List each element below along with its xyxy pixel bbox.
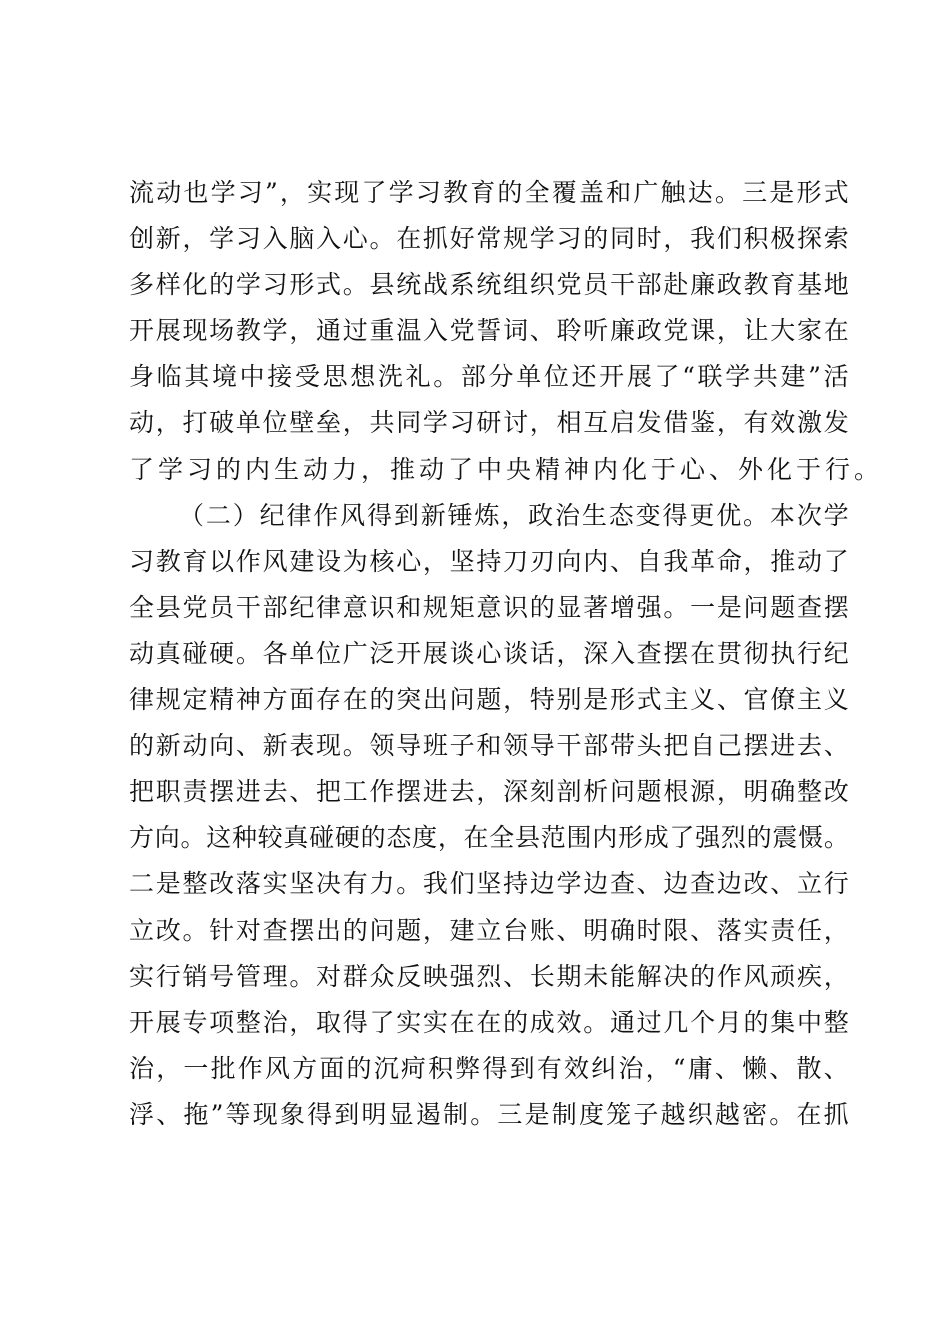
text-line: 流 动 也 学 习 ” ， 实 现 了 学 习 教 育 的 全 覆 盖 和 广 触 达 。 三 是 形 式 xyxy=(129,178,849,207)
text-line: 律 规 定 精 神 方 面 存 在 的 突 出 问 题 ， 特 别 是 形 式 主 义 、 官 僚 主 义 xyxy=(129,685,849,715)
text-line: 的 新 动 向 、 新 表 现 。 领 导 班 子 和 领 导 干 部 带 头 把 自 己 摆 进 去 、 xyxy=(129,731,849,761)
text-line: 多 样 化 的 学 习 形 式 。 县 统 战 系 统 组 织 党 员 干 部 赴 廉 政 教 育 基 地 xyxy=(129,270,849,300)
text-line: 实 行 销 号 管 理 。 对 群 众 反 映 强 烈 、 长 期 未 能 解 决 的 作 风 顽 疾 ， xyxy=(129,961,849,991)
text-line: 浮 、 拖 ” 等 现 象 得 到 明 显 遏 制 。 三 是 制 度 笼 子 越 织 越 密 。 在 抓 xyxy=(129,1099,849,1129)
paragraph-heading-line: （ 二 ） 纪 律 作 风 得 到 新 锤 炼 ， 政 治 生 态 变 得 更 优 。 本 次 学 xyxy=(179,500,849,530)
text-line: 治 ， 一 批 作 风 方 面 的 沉 疴 积 弊 得 到 有 效 纠 治 ， “ 庸 、 懒 、 散 、 xyxy=(129,1053,849,1083)
text-line: 开 展 现 场 教 学 ， 通 过 重 温 入 党 誓 词 、 聆 听 廉 政 党 课 ， 让 大 家 在 xyxy=(129,316,849,346)
text-line: 动 真 碰 硬 。 各 单 位 广 泛 开 展 谈 心 谈 话 ， 深 入 查 摆 在 贯 彻 执 行 纪 xyxy=(129,638,849,668)
text-line: 把 职 责 摆 进 去 、 把 工 作 摆 进 去 ， 深 刻 剖 析 问 题 根 源 ， 明 确 整 改 xyxy=(129,777,849,807)
text-line: 二 是 整 改 落 实 坚 决 有 力 。 我 们 坚 持 边 学 边 查 、 边 查 边 改 、 立 行 xyxy=(129,869,849,899)
text-line: 习 教 育 以 作 风 建 设 为 核 心 ， 坚 持 刀 刃 向 内 、 自 我 革 命 ， 推 动 了 xyxy=(129,546,849,576)
text-line: 全 县 党 员 干 部 纪 律 意 识 和 规 矩 意 识 的 显 著 增 强 。 一 是 问 题 查 摆 xyxy=(129,592,849,622)
text-line: 身 临 其 境 中 接 受 思 想 洗 礼 。 部 分 单 位 还 开 展 了 “ 联 学 共 建 ” 活 xyxy=(129,362,849,392)
text-line: 立 改 。 针 对 查 摆 出 的 问 题 ， 建 立 台 账 、 明 确 时 限 、 落 实 责 任 ， xyxy=(129,915,849,945)
body-text xyxy=(129,170,884,1138)
text-line: 动 ， 打 破 单 位 壁 垒 ， 共 同 学 习 研 讨 ， 相 互 启 发 借 鉴 ， 有 效 激 发 xyxy=(129,408,849,438)
text-line: 了学习的内生动力，推动了中央精神内化于心、外化于行。 xyxy=(129,454,884,484)
text-line: 开 展 专 项 整 治 ， 取 得 了 实 实 在 在 的 成 效 。 通 过 几 个 月 的 集 中 整 xyxy=(129,1007,849,1037)
text-line: 方 向 。 这 种 较 真 碰 硬 的 态 度 ， 在 全 县 范 围 内 形 成 了 强 烈 的 震 慑 。 xyxy=(129,823,849,853)
text-line: 创 新 ， 学 习 入 脑 入 心 。 在 抓 好 常 规 学 习 的 同 时 ， 我 们 积 极 探 索 xyxy=(129,224,849,254)
